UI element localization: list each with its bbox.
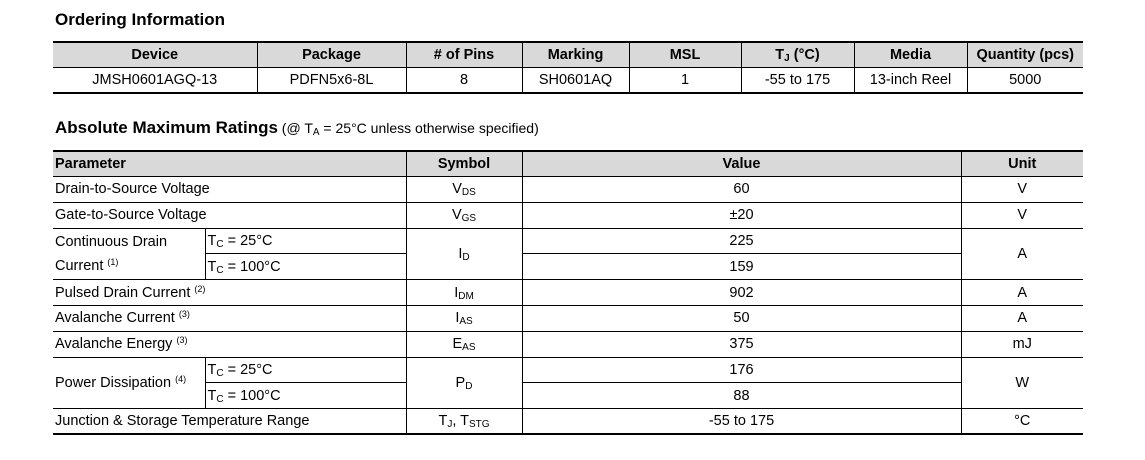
unit-vgs: V (961, 202, 1083, 228)
row-pd-2 (53, 383, 1083, 409)
unit-vds: V (961, 177, 1083, 203)
header-tj: $T_J$ (°C) (741, 42, 854, 68)
cell-marking: SH0601AQ (522, 68, 629, 94)
symbol-pd: $P_D$ (406, 357, 522, 409)
ordering-header-row (53, 42, 1083, 68)
header-media: Media (854, 42, 967, 68)
row-vgs (53, 202, 1083, 228)
symbol-tj: $T_J$, $T_{STG}$ (406, 409, 522, 435)
value-vgs: ±20 (522, 202, 961, 228)
unit-eas: mJ (961, 331, 1083, 357)
value-id-100: 159 (522, 254, 961, 280)
header-marking: Marking (522, 42, 629, 68)
cond-id-25: $T_C = 25^\circ C$ (205, 228, 406, 254)
cell-media: 13-inch Reel (854, 68, 967, 94)
ratings-table (53, 150, 1083, 435)
symbol-ias: $I_{AS}$ (406, 305, 522, 331)
param-idm: Pulsed Drain Current $^{(2)}$ (53, 280, 406, 306)
value-vds: 60 (522, 177, 961, 203)
ratings-note: (@ $T_A = 25^\circ C$ unless otherwise specified) (277, 120, 539, 138)
row-tj (53, 409, 1083, 435)
param-tj: Junction & Storage Temperature Range (53, 409, 406, 435)
param-eas: Avalanche Energy $^{(3)}$ (53, 331, 406, 357)
value-eas: 375 (522, 331, 961, 357)
param-pd: Power Dissipation $^{(4)}$ (53, 357, 205, 409)
row-eas (53, 331, 1083, 357)
symbol-eas: $E_{AS}$ (406, 331, 522, 357)
row-ias (53, 305, 1083, 331)
cell-pins: 8 (406, 68, 522, 94)
row-idm (53, 280, 1083, 306)
ordering-table (53, 41, 1083, 94)
row-pd-1 (53, 357, 1083, 383)
value-pd-25: 176 (522, 357, 961, 383)
header-quantity: Quantity (pcs) (967, 42, 1083, 68)
cell-tj: -55 to 175 (741, 68, 854, 94)
cell-package: PDFN5x6-8L (257, 68, 406, 94)
param-vds: Drain-to-Source Voltage (53, 177, 406, 203)
header-device: Device (53, 42, 257, 68)
cell-msl: 1 (629, 68, 741, 94)
value-tj: -55 to 175 (522, 409, 961, 435)
cell-device: JMSH0601AGQ-13 (53, 68, 257, 94)
value-id-25: 225 (522, 228, 961, 254)
value-ias: 50 (522, 305, 961, 331)
symbol-vgs: $V_{GS}$ (406, 202, 522, 228)
cond-pd-100: $T_C = 100^\circ C$ (205, 383, 406, 409)
cond-id-100: $T_C = 100^\circ C$ (205, 254, 406, 280)
unit-id: A (961, 228, 1083, 280)
row-id-1 (53, 228, 1083, 254)
row-id-2 (53, 254, 1083, 280)
unit-idm: A (961, 280, 1083, 306)
cond-pd-25: $T_C = 25^\circ C$ (205, 357, 406, 383)
ratings-header-row (53, 151, 1083, 177)
param-vgs: Gate-to-Source Voltage (53, 202, 406, 228)
ratings-title: Absolute Maximum Ratings (@ $T_A = 25^\circ C$ unless otherwise specified) (55, 118, 539, 138)
header-parameter: Parameter (53, 151, 406, 177)
header-pins: # of Pins (406, 42, 522, 68)
unit-ias: A (961, 305, 1083, 331)
symbol-id: $I_D$ (406, 228, 522, 280)
ordering-title: Ordering Information (55, 10, 225, 29)
cell-quantity: 5000 (967, 68, 1083, 94)
header-unit: Unit (961, 151, 1083, 177)
value-pd-100: 88 (522, 383, 961, 409)
row-vds (53, 177, 1083, 203)
header-symbol: Symbol (406, 151, 522, 177)
symbol-vds: $V_{DS}$ (406, 177, 522, 203)
param-ias: Avalanche Current $^{(3)}$ (53, 305, 406, 331)
header-package: Package (257, 42, 406, 68)
value-idm: 902 (522, 280, 961, 306)
header-value: Value (522, 151, 961, 177)
header-msl: MSL (629, 42, 741, 68)
param-id: Continuous Drain Current $^{(1)}$ (53, 228, 205, 280)
unit-pd: W (961, 357, 1083, 409)
unit-tj: °C (961, 409, 1083, 435)
ordering-row (53, 68, 1083, 94)
symbol-idm: $I_{DM}$ (406, 280, 522, 306)
